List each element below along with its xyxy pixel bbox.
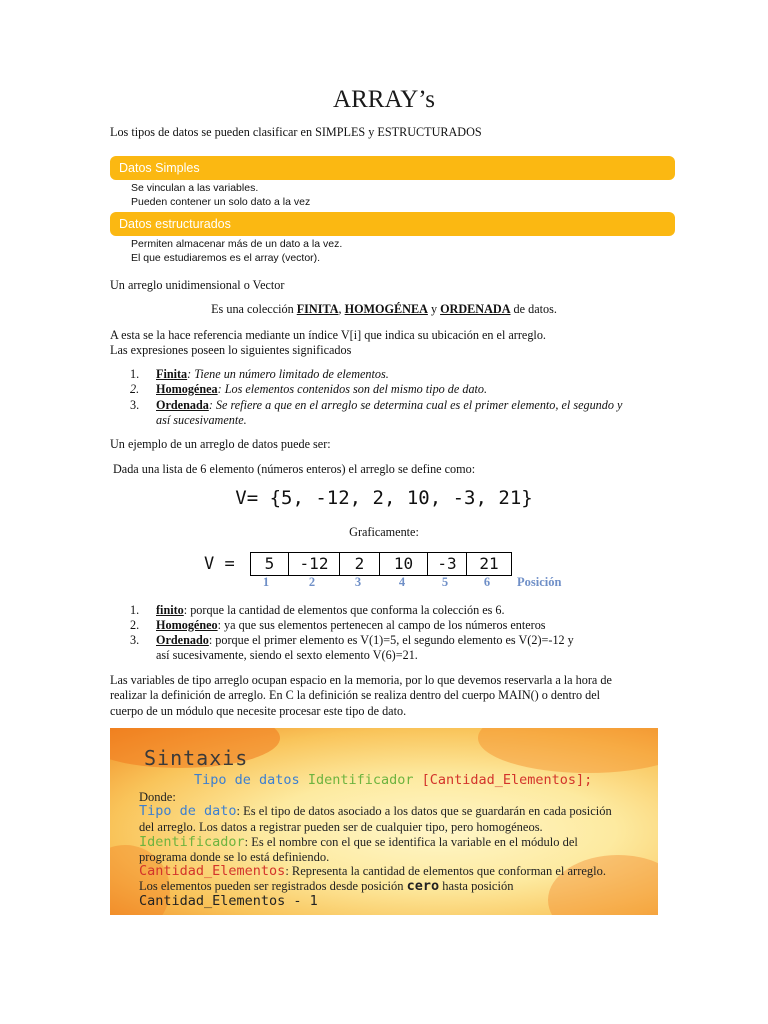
cant-line-2 [139, 879, 513, 894]
ejemplo-text: Un ejemplo de un arreglo de datos puede ser: [110, 437, 331, 451]
coleccion-sep2: y [427, 302, 441, 316]
array-cells [250, 552, 512, 576]
graficamente-label: Graficamente: [349, 525, 419, 539]
decl-tipo: Tipo de datos [194, 772, 300, 788]
tipo-line-1 [139, 804, 612, 819]
cant-desc-1: : Representa la cantidad de elementos que conforman el arreglo. [285, 864, 607, 878]
list1-desc-2: : Los elementos contenidos son del mismo tipo de dato. [217, 382, 488, 396]
array-cell: -3 [428, 553, 467, 575]
list2-cont-3: así sucesivamente, siendo el sexto elemento V(6)=21. [156, 648, 418, 662]
array-index: 1 [262, 575, 270, 589]
sintaxis-heading: Sintaxis [144, 746, 249, 770]
cant-desc-2b: hasta posición [439, 879, 514, 893]
id-line-2: programa donde se lo está definiendo. [139, 850, 330, 864]
list2-num-1: 1. [130, 603, 140, 617]
intro-text: Los tipos de datos se pueden clasificar en SIMPLES y ESTRUCTURADOS [110, 125, 482, 139]
tipo-desc-1: : Es el tipo de datos asociado a los datos que se guardarán en cada posición [236, 804, 612, 818]
cero-word: cero [406, 878, 440, 894]
id-desc-1: : Es el nombre con el que se identifica la variable en el módulo del [244, 835, 578, 849]
coleccion-post: de datos. [510, 302, 557, 316]
list1-term-3: Ordenada [156, 398, 209, 412]
vector-definition: V= {5, -12, 2, 10, -3, 21} [235, 487, 533, 509]
estructurados-item-2: El que estudiaremos es el array (vector). [131, 252, 321, 264]
list2-term-2: Homogéneo [156, 618, 218, 632]
simples-item-1: Se vinculan a las variables. [131, 182, 259, 194]
array-cell: 10 [380, 553, 428, 575]
sintaxis-declaration [194, 772, 592, 789]
list2-desc-3: : porque el primer elemento es V(1)=5, el segundo elemento es V(2)=-12 y [208, 633, 574, 647]
array-label: V = [204, 554, 235, 574]
coleccion-sentence [0, 302, 768, 317]
ordenada-word: ORDENADA [440, 302, 511, 316]
list1-desc-3: : Se refiere a que en el arreglo se determina cual es el primer elemento, el segundo y [208, 398, 623, 412]
tipo-line-2: del arreglo. Los datos a registrar pueden ser de cualquier tipo, pero homogéneos. [139, 820, 543, 834]
page-title: ARRAY’s [333, 86, 435, 113]
dada-text: Dada una lista de 6 elemento (números enteros) el arreglo se define como: [113, 462, 476, 476]
datos-estructurados-header: Datos estructurados [110, 212, 675, 236]
list1-num-2: 2. [130, 382, 140, 396]
tipo-term: Tipo de dato [139, 803, 237, 819]
homogenea-word: HOMOGÉNEA [344, 302, 428, 316]
id-term: Identificador [139, 834, 245, 850]
list2-term-1: finito [156, 603, 184, 617]
sintaxis-donde: Donde: [139, 790, 176, 804]
list2-num-2: 2. [130, 618, 140, 632]
array-index: 5 [441, 575, 449, 589]
datos-simples-header: Datos Simples [110, 156, 675, 180]
decl-identificador: Identificador [307, 772, 414, 788]
array-index: 4 [398, 575, 406, 589]
array-index: 6 [483, 575, 491, 589]
list2-term-3: Ordenado [156, 633, 209, 647]
cant-desc-2a: Los elementos pueden ser registrados desde posición [139, 879, 407, 893]
referencia-line-2: Las expresiones poseen lo siguientes significados [110, 343, 352, 357]
array-index: 3 [354, 575, 362, 589]
array-index: 2 [308, 575, 316, 589]
cant-line-3: Cantidad_Elementos - 1 [139, 893, 318, 909]
sintaxis-panel [110, 728, 658, 915]
cant-term: Cantidad_Elementos [139, 863, 286, 879]
list2-desc-2: : ya que sus elementos pertenecen al campo de los números enteros [217, 618, 546, 632]
array-cell: 2 [340, 553, 380, 575]
list1-num-1: 1. [130, 367, 140, 381]
coleccion-sep1: , [338, 302, 345, 316]
array-cell: 5 [251, 553, 289, 575]
variables-line-2: realizar la definición de arreglo. En C la definición se realiza dentro del cuerpo MAIN() o dentro del [110, 688, 600, 702]
list1-desc-1: : Tiene un número limitado de elementos. [187, 367, 389, 381]
list2-desc-1: : porque la cantidad de elementos que conforma la colección es 6. [183, 603, 505, 617]
list1-num-3: 3. [130, 398, 140, 412]
id-line-1 [139, 835, 578, 850]
array-cell: -12 [289, 553, 340, 575]
referencia-line-1: A esta se la hace referencia mediante un índice V[i] que indica su ubicación en el arreglo. [110, 328, 546, 342]
list2-num-3: 3. [130, 633, 140, 647]
simples-item-2: Pueden contener un solo dato a la vez [131, 196, 311, 208]
list1-term-1: Finita [156, 367, 188, 381]
cant-line-1 [139, 864, 606, 879]
unidimensional-text: Un arreglo unidimensional o Vector [110, 278, 285, 292]
list1-term-2: Homogénea [156, 382, 218, 396]
list1-cont-3: así sucesivamente. [156, 413, 247, 427]
finita-word: FINITA [296, 302, 339, 316]
estructurados-item-1: Permiten almacenar más de un dato a la vez. [131, 238, 343, 250]
variables-line-1: Las variables de tipo arreglo ocupan espacio en la memoria, por lo que devemos reservarla a la hora de [110, 673, 612, 687]
decl-cantidad: [Cantidad_Elementos]; [421, 772, 593, 788]
variables-line-3: cuerpo de un módulo que necesite procesar este tipo de dato. [110, 704, 407, 718]
posicion-label: Posición [517, 575, 562, 589]
coleccion-pre: Es una colección [211, 302, 297, 316]
array-cell: 21 [479, 554, 499, 573]
